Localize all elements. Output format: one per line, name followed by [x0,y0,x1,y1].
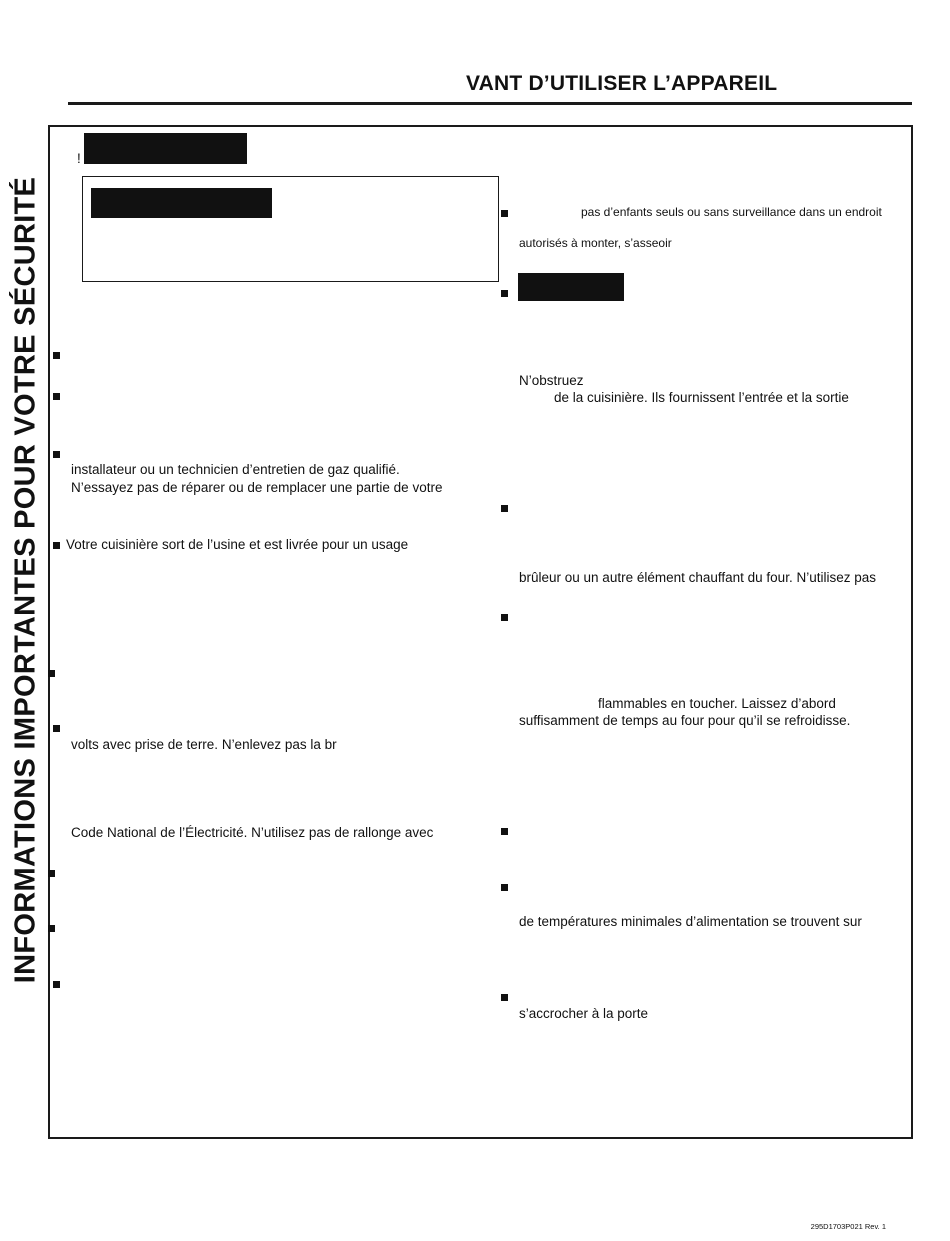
text-line: autorisés à monter, s’asseoir [519,236,672,250]
bullet-marker [48,925,55,932]
text-line: brûleur ou un autre élément chauffant du four. N’utilisez pas [519,570,876,585]
text-line: N’essayez pas de réparer ou de remplacer une partie de votre [71,480,443,495]
bullet-marker [53,542,60,549]
page-header-title: VANT D’UTILISER L’APPAREIL [466,72,778,95]
text-line: pas d’enfants seuls ou sans surveillance dans un endroit [581,205,882,219]
redacted-heading [84,133,247,164]
bullet-marker [53,393,60,400]
text-line: N’obstruez [519,373,584,388]
bullet-marker [53,352,60,359]
bullet-marker [501,505,508,512]
text-line: s’accrocher à la porte [519,1006,649,1021]
bullet-marker [53,451,60,458]
redacted-warning-label [91,188,272,218]
bullet-marker [501,210,508,217]
text-line: Votre cuisinière sort de l’usine et est livrée pour un usage [66,537,409,552]
bullet-marker [501,994,508,1001]
text-line: flammables en toucher. Laissez d’abord [598,696,836,711]
redacted-label [518,273,624,301]
bullet-marker [48,670,55,677]
bullet-marker [501,614,508,621]
text-line: de températures minimales d’alimentation se trouvent sur [519,914,862,929]
document-id: 295D1703P021 Rev. 1 [810,1222,886,1231]
header-rule [68,102,912,105]
bullet-marker [53,981,60,988]
warning-mark: ! [77,151,81,166]
text-line: suffisamment de temps au four pour qu’il se refroidisse. [519,713,851,728]
text-line: de la cuisinière. Ils fournissent l’entrée et la sortie [554,390,849,405]
side-title: INFORMATIONS IMPORTANTES POUR VOTRE SÉCURITÉ [9,176,42,984]
bullet-marker [501,828,508,835]
text-line: Code National de l’Électricité. N’utilisez pas de rallonge avec [71,825,434,840]
bullet-marker [501,884,508,891]
bullet-marker [53,725,60,732]
bullet-marker [48,870,55,877]
text-line: installateur ou un technicien d’entretien de gaz qualifié. [71,462,400,477]
bullet-marker [501,290,508,297]
text-line: volts avec prise de terre. N’enlevez pas la br [71,737,337,752]
